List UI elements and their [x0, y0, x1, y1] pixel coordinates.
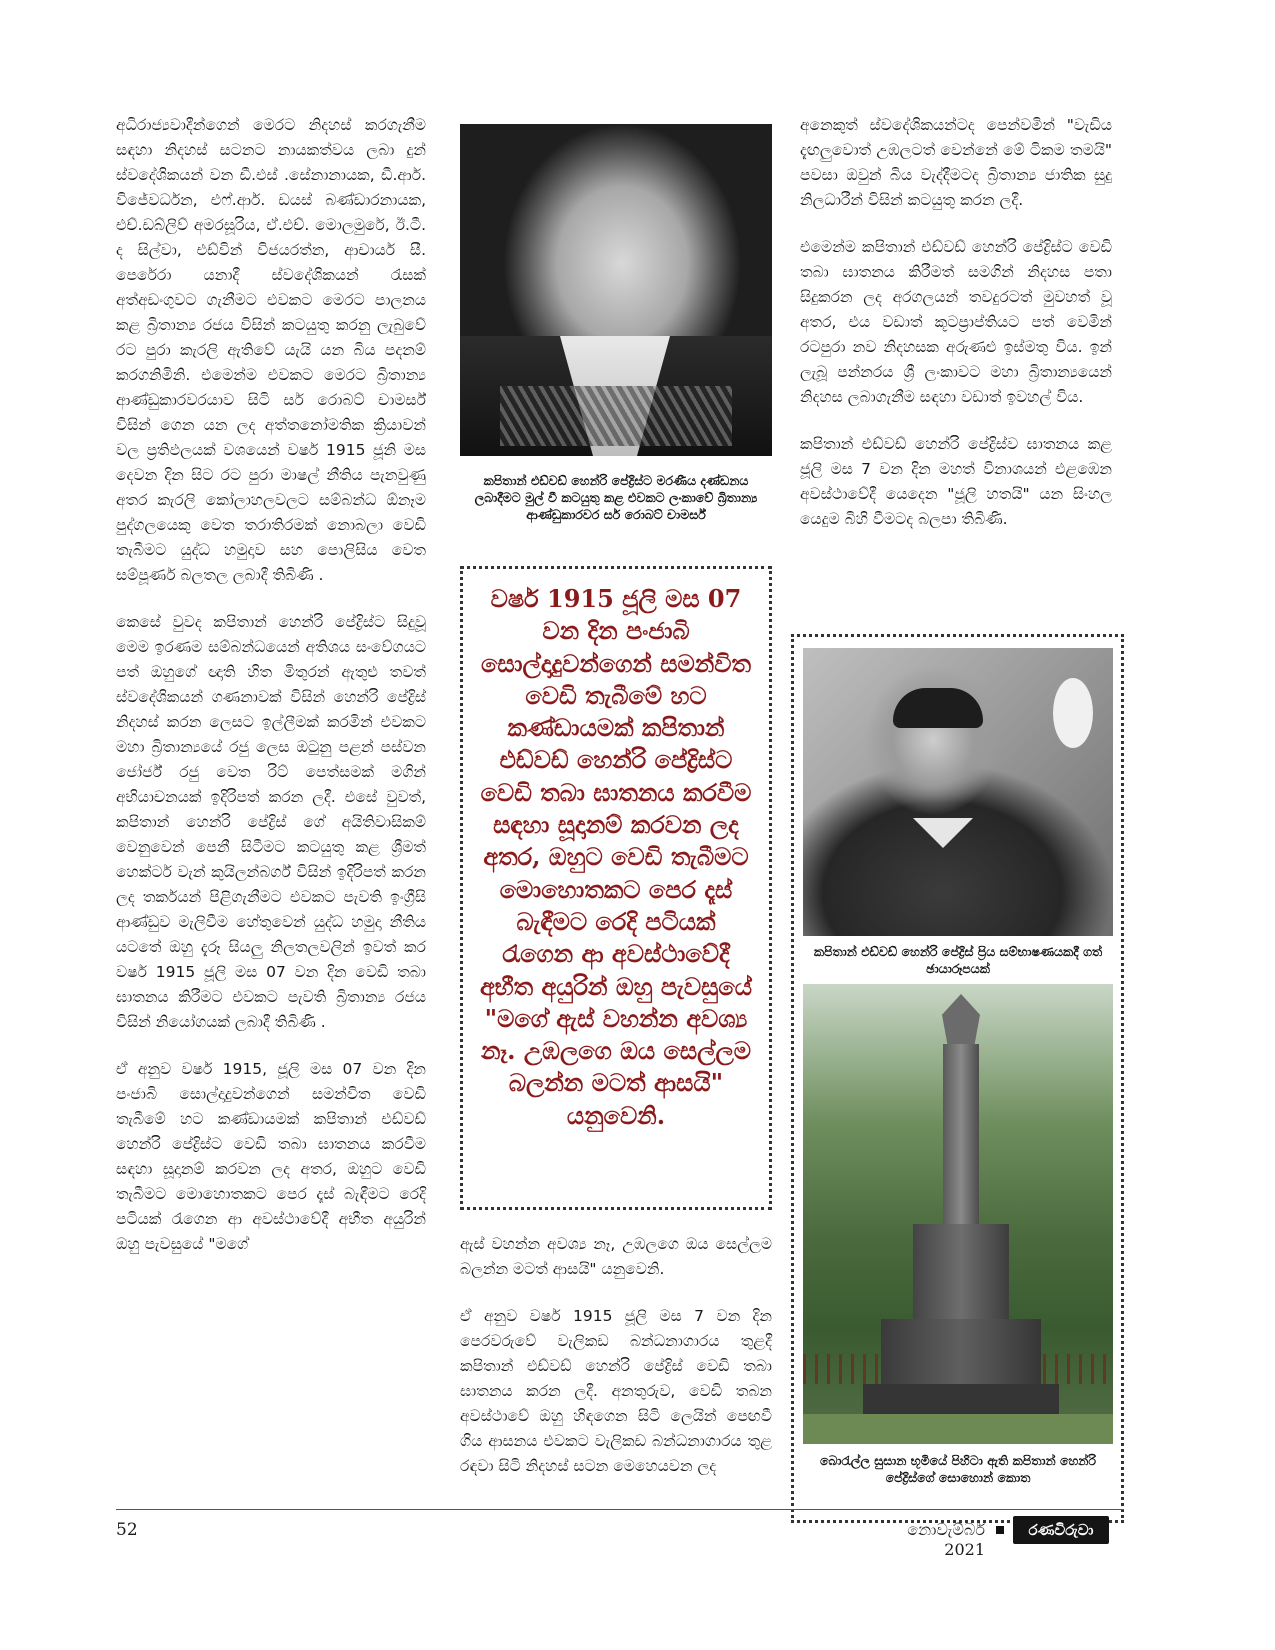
- article-paragraph: අධිරාජ්‍යවාදීන්ගෙන් මෙරට නිදහස් කරගැනීම සඳහා නිදහස් සටනට නායකත්වය ලබා දුන් ස්වදේශිකයන් වන ඩී.එස් .සේනානායක, ඩී.ආර්. විජේවර්ධන, එෆ්.ආර්. ඩයස් බණ්ඩාරනායක, එච්.ඩබ්ලිව් අමරසූරිය, ඒ.එච්. මොලමුරේ, ඊ.ටී. ද සිල්වා, එඩ්වින් විජයරත්න, ආචාර්ය සී. පෙරේරා යනාදී ස්වදේශිකයන් රැසක් අත්අඩංගුවට ගැනීමට එවකට මෙරට පාලනය කළ බ්‍රිතාන්‍ය රජය විසින් කටයුතු කරනු ලැබුවේ රට පුරා කැරලි ඇතිවේ යැයි යන බිය පදනම් කරගනිමිනි. එමෙන්ම එවකට මෙරට බ්‍රිතාන්‍ය ආණ්ඩුකාරවරයාව සිටි සර් රොබට් චාමර්ස් විසින් ගෙන යන ලද අත්තනෝමතික ක්‍රියාවන් වල ප්‍රතිඵලයක් වශයෙන් වර්ෂ 1915 ජූනි මස දෙවන දින සිට රට පුරා මාෂල් නීතිය පැනවුණු අතර කැරලි කෝලාහලවලට සම්බන්ධ ඕනෑම පුද්ගලයෙකු වෙත තරාතිරමක් නොබලා වෙඩි තැබීමට යුද්ධ හමුදාව සහ පොලිසිය වෙත සම්පූර්ණ බලතල ලබාදී තිබිණි .: [116, 116, 426, 584]
- footer-square-bullet-icon: [996, 1526, 1004, 1534]
- governor-portrait-photo: [460, 124, 772, 456]
- article-paragraph: ඇස් වහන්න අවශ්‍ය නෑ, උඹලගෙ ඔය සෙල්ලම බලන්න මටත් ආසයි" යනුවෙනි.: [460, 1235, 772, 1278]
- article-paragraph: එමෙන්ම කපිතාන් එඩ්වඩ් හෙන්රි පේද්‍රිස්ට වෙඩි තබා ඝාතනය කිරීමත් සමගින් නිදහස පතා සිදුකරන ලද අරගලයන් තවදුරටත් මුවහත් වූ අතර, එය වඩාත් කූටප්‍රාප්තියට පත් වෙමින් රටපුරා නව නිදහසක අරුණළු ඉස්මතු විය. ඉන් ලැබූ පන්නරය ශ්‍රී ලංකාවට මහා බ්‍රිතාන්‍යයෙන් නිදහස ලබාගැනීම සඳහා වඩාත් ඉවහල් විය.: [800, 238, 1112, 406]
- tomb-photo-caption: බොරැල්ල සුසාන භූමියේ පිහිටා ඇති කපිතාන් හෙන්රි පේද්‍රිස්ගේ සොහොන් කොත: [819, 1453, 1097, 1485]
- governor-photo-caption: කපිතාන් එඩ්වඩ් හෙන්රි පේද්‍රිස්ට මරණීය දණ්ඩනය ලබාදීමට මුල් වී කටයුතු කළ එවකට ලංකාවේ බ්‍රිතාන්‍ය ආණ්ඩුකාරවර සර් රොබට් චාමර්ස්: [474, 473, 758, 522]
- footer-divider: [116, 1509, 1124, 1510]
- article-column-right: [800, 113, 1112, 554]
- article-column-middle: [460, 1232, 772, 1501]
- pull-quote-text: වර්ෂ 1915 ජූලි මස 07 වන දින පංජාබි සොල්දාදුවන්ගෙන් සමන්විත වෙඩි තැබීමේ හට කණ්ඩායමක් කපිතාන් එඩ්වඩ් හෙන්රි පේද්‍රිස්ට වෙඩි තබා ඝාතනය කරවීම සඳහා සූදානම් කරවන ලද අතර, ඔහුට වෙඩි තැබීමට මොහොතකට පෙර දෑස් බැඳීමට රෙදි පටියක් රැගෙන ආ අවස්ථාවේදී අභීත අයුරින් ඔහු පැවසුයේ "මගේ ඇස් වහන්න අවශ්‍ය නෑ. උඹලගෙ ඔය සෙල්ලම බලන්න මටත් ආසයි" යනුවෙනි.: [480, 584, 752, 1130]
- pedris-portrait-photo: [803, 648, 1113, 936]
- article-paragraph: කෙසේ වුවද කපිතාන් හෙන්රි පේද්‍රිස්ට සිදුවූ මෙම ඉරණම සම්බන්ධයෙන් අතිශය සංවේගයට පත් ඔහුගේ ඥාති හිත මිතුරන් ඇතුළු තවත් ස්වදේශිකයන් ගණනාවක් විසින් හෙන්රි පේද්‍රිස් නිදහස් කරන ලෙසට ඉල්ලීමක් කරමින් එවකට මහා බ්‍රිතාන්‍යයේ රජු ලෙස ඔටුනු පළන් පස්වන ජෝර්ජ් රජු වෙත රිට් පෙත්සමක් මගින් අභියාචනයක් ඉදිරිපත් කරන ලදී. එසේ වුවත්, කපිතාන් හෙන්රි පේද්‍රිස් ගේ අයිතිවාසිකම් වෙනුවෙන් පෙනී සිටීමට කටයුතු කළ ශ්‍රීමත් හෙක්ටර් වැන් කුයිලන්බර්ග් විසින් ඉදිරිපත් කරන ලද තර්කයන් පිළිගැනීමට එවකට පැවති ඉංග්‍රීසි ආණ්ඩුව මැලිවීම හේතුවෙන් යුද්ධ හමුදා නීතිය යටතේ ඔහු දැරූ සියලු නිලතලවලින් ඉවත් කර වර්ෂ 1915 ජූලි මස 07 වන දින වෙඩි තබා ඝාතනය කිරීමට එවකට පැවති බ්‍රිතාන්‍ය රජය විසින් නියෝගයක් ලබාදී තිබිණි .: [116, 613, 426, 1031]
- issue-date: නොවැම්බර් 2021: [907, 1520, 985, 1559]
- article-paragraph: අනෙකුත් ස්වදේශිකයන්ටද පෙන්වමින් "වැඩිය දැඟලුවොත් උඹලටත් වෙන්නේ මේ ටිකම තමයි" පවසා ඔවුන් බිය වැද්දීමටද බ්‍රිතාන්‍ය ජාතික සුදු නිලධාරීන් විසින් කටයුතු කරන ලදී.: [800, 116, 1112, 209]
- tomb-monument-photo: [803, 984, 1113, 1444]
- article-paragraph: කපිතාන් එඩ්වඩ් හෙන්රි පේද්‍රිස්ව ඝාතනය කළ ජූලි මස 7 වන දින මහත් විනාශයන් එළඹෙන අවස්ථාවේදී යෙදෙන "ජූලි හතයි" යන සිංහල යෙදුම බිහි වීමටද බලපා තිබිණි.: [800, 435, 1112, 528]
- article-column-left: [116, 113, 426, 1279]
- article-paragraph: ඒ අනුව වර්ෂ 1915 ජූලි මස 7 වන දින පෙරවරුවේ වැලිකඩ බන්ධනාගාරය තුළදී කපිතාන් එඩ්වඩ් හෙන්රි පේද්‍රිස් වෙඩි තබා ඝාතනය කරන ලදී. අනතුරුව, වෙඩි තබන අවස්ථාවේ ඔහු හිඳගෙන සිටි ලෙයින් පෙඟවී ගිය ආසනය එවකට වැලිකඩ බන්ධනාගාරය තුළ රඳවා සිටි නිදහස් සටන මෙහෙයවන ලද: [460, 1307, 772, 1475]
- pull-quote-box: [460, 566, 772, 1210]
- magazine-logo: රණවිරුවා: [1013, 1516, 1109, 1544]
- pedris-photo-caption: කපිතාන් එඩ්වඩ් හෙන්රි පේද්‍රිස් ප්‍රිය සම්භාෂණයකදී ගත් ඡායාරූපයක්: [813, 944, 1103, 976]
- article-paragraph: ඒ අනුව වර්ෂ 1915, ජූලි මස 07 වන දින පංජාබි සොල්දාදුවන්ගෙන් සමන්විත වෙඩි තැබීමේ හට කණ්ඩායමක් කපිතාන් එඩ්වඩ් හෙන්රි පේද්‍රිස්ට වෙඩි තබා ඝාතනය කරවීම සඳහා සූදානම් කරවන ලද අතර, ඔහුට වෙඩි තැබීමට මොහොතකට පෙර දෑස් බැඳීමට රෙදි පටියක් රැගෙන ආ අවස්ථාවේදී අභීත අයුරින් ඔහු පැවසුයේ "මගේ: [116, 1060, 426, 1253]
- page-number: 52: [116, 1520, 138, 1540]
